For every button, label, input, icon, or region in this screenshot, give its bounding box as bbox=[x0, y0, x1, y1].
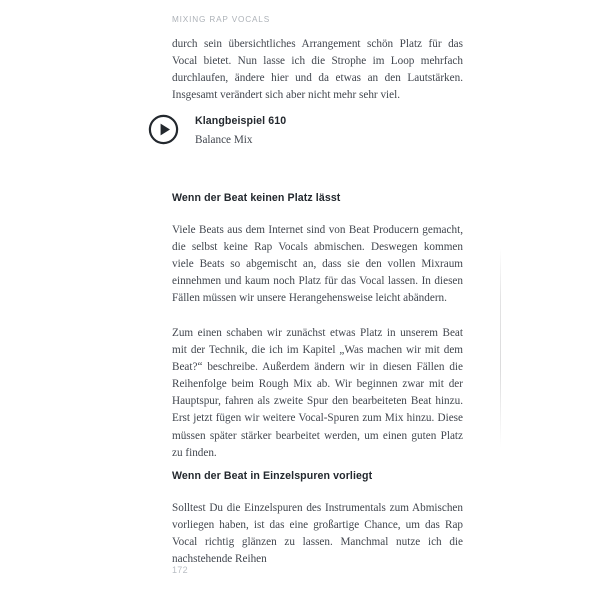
heading-beat-no-space: Wenn der Beat keinen Platz lässt bbox=[172, 192, 341, 204]
paragraph-beat-no-space: Viele Beats aus dem Internet sind von Beat Producern gemacht, die selbst keine Rap Vocals abmischen. Deswegen kommen viele Beats so abgemischt an, dass sie den vollen Mixraum einnehmen und kaum noch Platz für das Vocal lassen. In diesen Fällen müssen wir unsere Herangehensweise leicht abändern. bbox=[172, 224, 463, 305]
paragraph-intro: durch sein übersichtliches Arrangement schön Platz für das Vocal bietet. Nun lasse ich die Strophe im Loop mehrfach durchlaufen, ändere hier und da etwas an den Lautstärken. Insgesamt verändert sich aber nicht mehr sehr viel. bbox=[172, 38, 463, 102]
audio-example-title: Klangbeispiel 610 bbox=[195, 115, 287, 127]
audio-example-text bbox=[195, 114, 286, 148]
paragraph-single-tracks: Solltest Du die Einzelspuren des Instrumentals zum Abmischen vorliegen haben, ist das eine großartige Chance, um das Rap Vocal richtig glänzen zu lassen. Manchmal nutze ich die nachstehende Reihen bbox=[172, 502, 463, 566]
paragraph-beat-technique: Zum einen schaben wir zunächst etwas Platz in unserem Beat mit der Technik, die ich im Kapitel „Was machen wir mit dem Beat?“ beschreibe. Außerdem ändern wir in diesen Fällen die Reihenfolge beim Rough Mix ab. Wir beginnen zwar mit der Hauptspur, fahren als zweite Spur den bearbeiteten Beat hinzu. Erst jetzt fügen wir weitere Vocal-Spuren zum Mix hinzu. Diese müssen später stärker bearbeitet werden, um einen guten Platz zu finden. bbox=[172, 327, 463, 459]
audio-example-callout[interactable] bbox=[148, 114, 448, 158]
page-edge-shadow bbox=[500, 248, 501, 448]
running-head: MIXING RAP VOCALS bbox=[172, 15, 271, 24]
audio-example-subtitle: Balance Mix bbox=[195, 134, 253, 146]
play-circle-icon[interactable] bbox=[148, 114, 179, 145]
heading-single-tracks: Wenn der Beat in Einzelspuren vorliegt bbox=[172, 470, 373, 482]
page-number: 172 bbox=[172, 565, 188, 575]
